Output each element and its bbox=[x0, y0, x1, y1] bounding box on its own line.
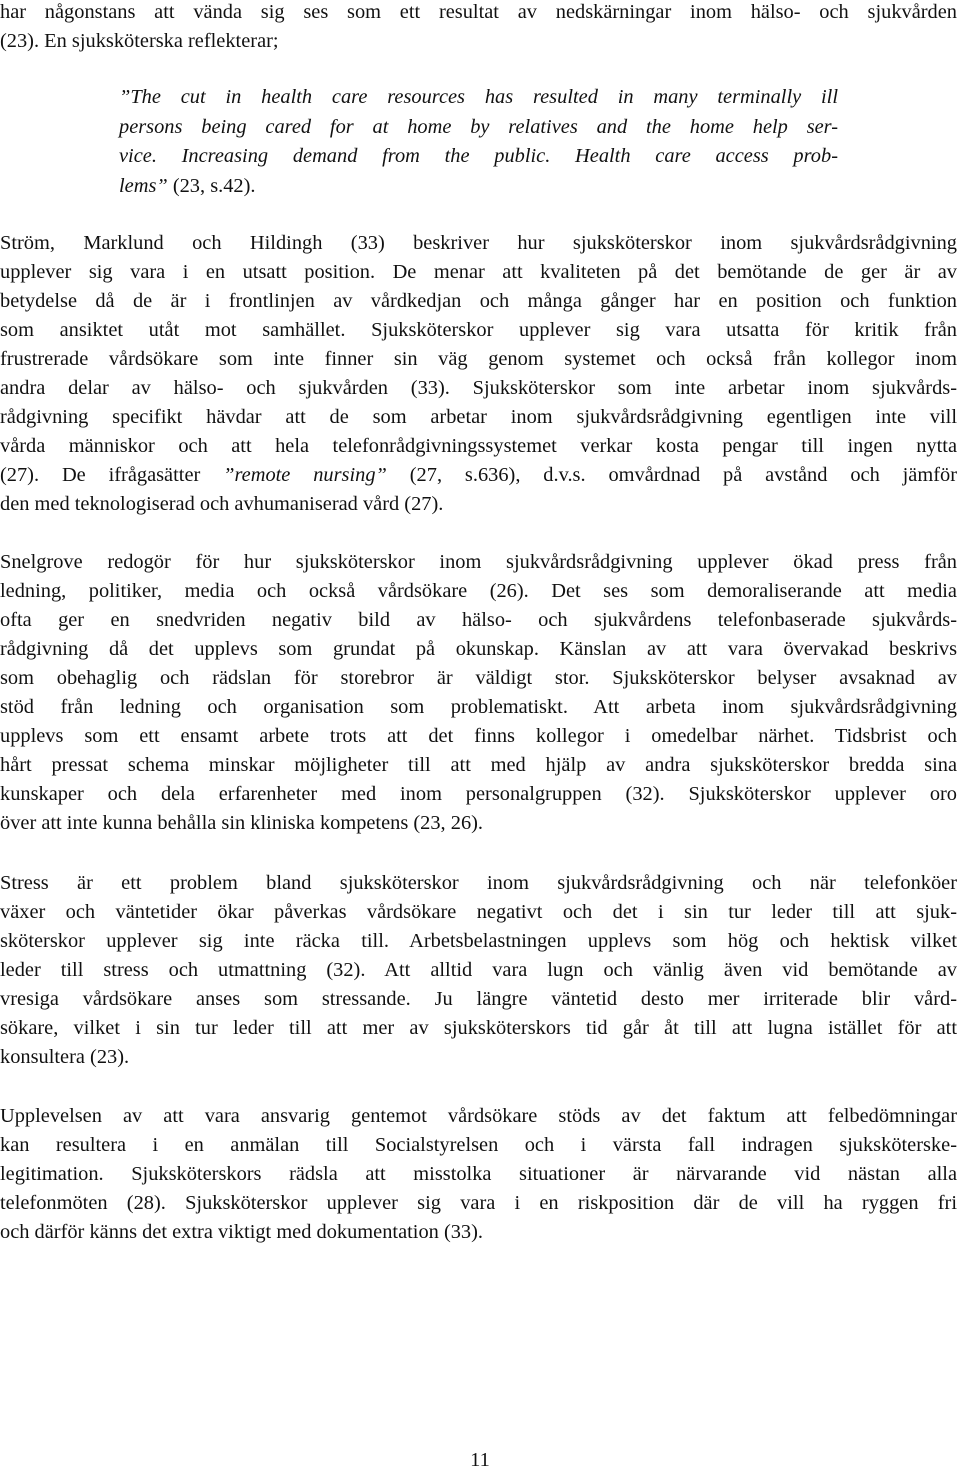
quote-line: vice. Increasing demand from the public. Health care access prob- bbox=[119, 145, 838, 167]
paragraph-line: och därför känns det extra viktigt med dokumentation (33). bbox=[0, 1221, 484, 1243]
paragraph-line: ofta ger en snedvriden negativ bild av hälso- och sjukvårdens telefonbaserade sjukvårds- bbox=[0, 609, 957, 631]
intro-paragraph bbox=[0, 0, 957, 56]
paragraph-line: rådgivning då det upplevs som grundat på okunskap. Känslan av att vara övervakad beskrivs bbox=[0, 638, 957, 660]
paragraph-4 bbox=[0, 1102, 957, 1247]
paragraph-1 bbox=[0, 229, 957, 519]
paragraph-line: leder till stress och utmattning (32). Att alltid vara lugn och vänlig även vid bemötande av bbox=[0, 959, 957, 981]
remote-nursing-term: ”remote nursing” bbox=[223, 464, 387, 486]
quote-line bbox=[119, 172, 838, 202]
block-quote bbox=[119, 83, 838, 201]
paragraph-line: stöd från ledning och organisation som problematiskt. Att arbeta inom sjukvårdsrådgivning bbox=[0, 696, 957, 718]
paragraph-line: Upplevelsen av att vara ansvarig gentemot vårdsökare stöds av det faktum att felbedömningar bbox=[0, 1105, 957, 1127]
paragraph-line: kunskaper och dela erfarenheter med inom personalgruppen (32). Sjuksköterskor upplever oro bbox=[0, 783, 957, 805]
paragraph-line: frustrerade vårdsökare som inte finner sin väg genom systemet och också från kollegor inom bbox=[0, 348, 957, 370]
paragraph-line: kan resultera i en anmälan till Socialstyrelsen och i värsta fall indragen sjuksköterske- bbox=[0, 1134, 957, 1156]
paragraph-line: legitimation. Sjuksköterskors rädsla att misstolka situationer är närvarande vid nästan alla bbox=[0, 1163, 957, 1185]
paragraph-line: telefonmöten (28). Sjuksköterskor upplever sig vara i en riskposition där de vill ha ryggen fri bbox=[0, 1192, 957, 1214]
paragraph-line: som ansiktet utåt mot samhället. Sjuksköterskor upplever sig vara utsatta för kritik från bbox=[0, 319, 957, 341]
paragraph-line: rådgivning specifikt hävdar att de som arbetar inom sjukvårdsrådgivning egentligen inte vill bbox=[0, 406, 957, 428]
paragraph-3 bbox=[0, 869, 957, 1072]
paragraph-line: betydelse då de är i frontlinjen av vårdkedjan och många gånger har en position och funktion bbox=[0, 290, 957, 312]
paragraph-line: växer och väntetider ökar påverkas vårdsökare negativt och det i sin tur leder till att sjuk- bbox=[0, 901, 957, 923]
paragraph-line: den med teknologiserad och avhumaniserad vård (27). bbox=[0, 493, 444, 515]
paragraph-2 bbox=[0, 548, 957, 838]
intro-line: (23). En sjuksköterska reflekterar; bbox=[0, 30, 279, 52]
paragraph-line: Ström, Marklund och Hildingh (33) beskriver hur sjuksköterskor inom sjukvårdsrådgivning bbox=[0, 232, 957, 254]
paragraph-line: över att inte kunna behålla sin kliniska kompetens (23, 26). bbox=[0, 812, 484, 834]
quote-line: persons being cared for at home by relatives and the home help ser- bbox=[119, 115, 838, 138]
paragraph-line: hårt pressat schema minskar möjligheter till att med hjälp av andra sjuksköterskor bredda sina bbox=[0, 754, 957, 776]
paragraph-line: konsultera (23). bbox=[0, 1046, 130, 1068]
line9-before: (27). De ifrågasätter bbox=[0, 464, 224, 486]
line9-after: (27, s.636), d.v.s. omvårdnad på avstånd och jämför bbox=[386, 464, 957, 486]
paragraph-line: sköterskor upplever sig inte räcka till. Arbetsbelastningen upplevs som hög och hektisk vilket bbox=[0, 930, 957, 952]
paragraph-line: upplevs som ett ensamt arbete trots att det finns kollegor i omedelbar närhet. Tidsbrist och bbox=[0, 725, 957, 747]
quote-citation: (23, s.42). bbox=[167, 174, 256, 197]
paragraph-line: vresiga vårdsökare anses som stressande. Ju längre väntetid desto mer irriterade blir vård- bbox=[0, 988, 957, 1010]
paragraph-line: vårda människor och att hela telefonrådgivningssystemet verkar kosta pengar till ingen nytta bbox=[0, 435, 957, 457]
paragraph-line: andra delar av hälso- och sjukvården (33). Sjuksköterskor som inte arbetar inom sjukvårds- bbox=[0, 377, 957, 399]
paragraph-line: Snelgrove redogör för hur sjuksköterskor inom sjukvårdsrådgivning upplever ökad press från bbox=[0, 551, 957, 573]
paragraph-line bbox=[0, 461, 957, 490]
quote-end-italic: lems” bbox=[119, 174, 168, 197]
paragraph-line: Stress är ett problem bland sjuksköterskor inom sjukvårdsrådgivning och när telefonköer bbox=[0, 872, 957, 894]
paragraph-line: som obehaglig och rädslan för storebror är väldigt stor. Sjuksköterskor belyser avsaknad av bbox=[0, 667, 957, 689]
page-number: 11 bbox=[470, 1449, 490, 1471]
paragraph-line: upplever sig vara i en utsatt position. De menar att kvaliteten på det bemötande de ger är av bbox=[0, 261, 957, 283]
intro-line: har någonstans att vända sig ses som ett resultat av nedskärningar inom hälso- och sjukvården bbox=[0, 1, 957, 23]
paragraph-line: ledning, politiker, media och också vårdsökare (26). Det ses som demoraliserande att media bbox=[0, 580, 957, 602]
paragraph-line: sökare, vilket i sin tur leder till att mer av sjuksköterskors tid går åt till att lugna istället för att bbox=[0, 1017, 957, 1039]
quote-line: ”The cut in health care resources has resulted in many terminally ill bbox=[119, 86, 838, 108]
